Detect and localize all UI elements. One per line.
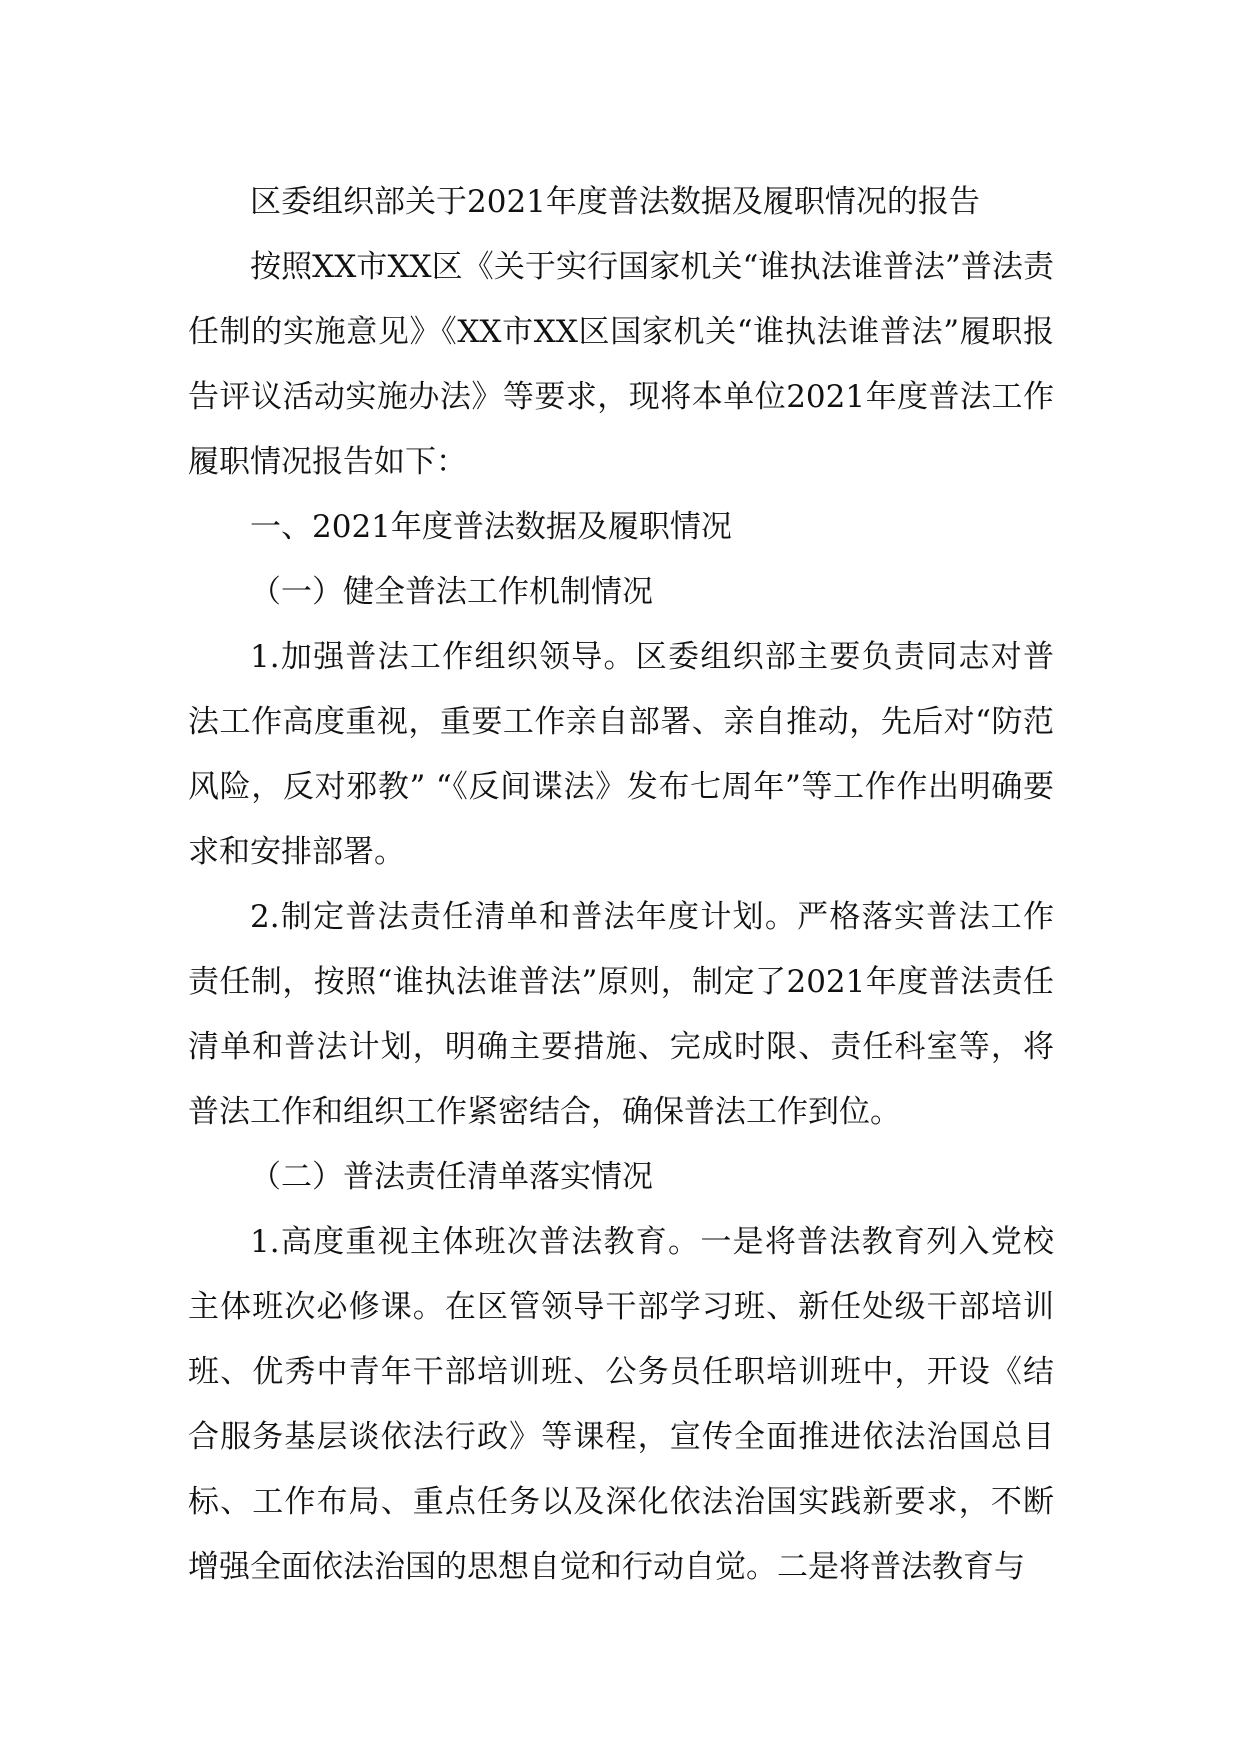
- document-page: [188, 170, 1054, 1600]
- paragraph-item-1-2: 2.制定普法责任清单和普法年度计划。严格落实普法工作责任制，按照“谁执法谁普法”原则，制定了2021年度普法责任清单和普法计划，明确主要措施、完成时限、责任科室等，将普法工作和组织工作紧密结合，确保普法工作到位。: [188, 899, 1054, 1130]
- paragraph-item-2-1: 1.高度重视主体班次普法教育。一是将普法教育列入党校主体班次必修课。在区管领导干部学习班、新任处级干部培训班、优秀中青年干部培训班、公务员任职培训班中，开设《结合服务基层谈依法行政》等课程，宣传全面推进依法治国总目标、工作布局、重点任务以及深化依法治国实践新要求，不断增强全面依法治国的思想自觉和行动自觉。二是将普法教育与: [188, 1224, 1054, 1585]
- document-title: 区委组织部关于2021年度普法数据及履职情况的报告: [250, 184, 980, 220]
- subsection-heading-2: （二）普法责任清单落实情况: [250, 1159, 653, 1195]
- subsection-heading-1: （一）健全普法工作机制情况: [250, 574, 653, 610]
- paragraph-item-1-1: 1.加强普法工作组织领导。区委组织部主要负责同志对普法工作高度重视，重要工作亲自部署、亲自推动，先后对“防范风险，反对邪教” “《反间谍法》发布七周年”等工作作出明确要求和安排部署。: [188, 639, 1054, 870]
- paragraph-intro: 按照XX市XX区《关于实行国家机关“谁执法谁普法”普法责任制的实施意见》《XX市XX区国家机关“谁执法谁普法”履职报告评议活动实施办法》等要求，现将本单位2021年度普法工作履职情况报告如下：: [188, 249, 1054, 480]
- section-heading-1: 一、2021年度普法数据及履职情况: [250, 509, 732, 545]
